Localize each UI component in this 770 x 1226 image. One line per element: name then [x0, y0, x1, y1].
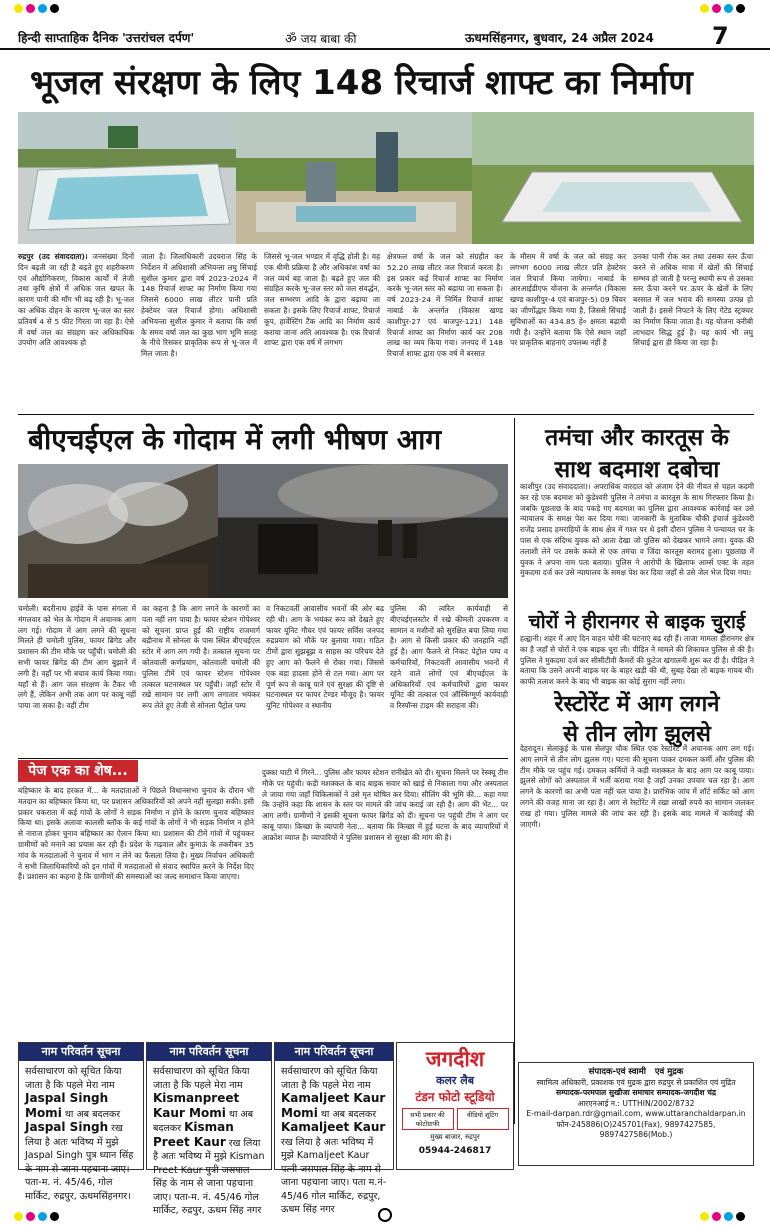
photo-recharge-shaft-2 — [236, 112, 472, 244]
story2-col1: चमोली। बदरीनाथ हाईवे के पास संगला में मंगलवार को भेल के गोदाम में अचानक आग लग गई। गोदाम में आग लगने की सूचना मिलते ही चमोली पुलिस, फायर ब्रिगेड और प्रशासन की टीम मौके पर पहुँची। चमोली की सभी फायर ब्रिगेड की टीम आग बुझाने में लगी हैं। वहाँ पर भी बचाव कार्य किया गया। यहाँ से हैं। आग जल संरक्षण के टैंकर भी लगे हैं, लेकिन अभी तक आग पर काबू नहीं पाया जा सका है। वहीं टीम — [18, 604, 136, 711]
notice-title: नाम परिवर्तन सूचना — [19, 1043, 143, 1061]
registration-target-icon — [378, 1208, 392, 1222]
story3-body2: हल्द्वानी। शहर में आए दिन वाहन चोरी की घटनाएं बढ़ रही हैं। ताजा मामला हीरानगर क्षेत्र का है जहाँ से चोरों ने एक बाइक चुरा ली। पीड़ित ने मामले की शिकायत पुलिस से की है। पुलिस ने मुकदमा दर्ज कर सीसीटीवी कैमरों की फुटेज खंगालनी शुरू कर दी है। पीड़ित ने बताया कि उसने अपनी बाइक घर के बाहर खड़ी की थी, सुबह देखा तो बाइक गायब थी। काफी तलाश करने के बाद भी बाइक का कोई सुराग नहीं लगा। — [520, 634, 754, 687]
divider — [18, 758, 508, 759]
story2-col4: पुलिस की त्वरित कार्यवाही से बीएचईएलस्टोर में रखे कीमती उपकरण व सामान व मशीनों को सुरक्षित बचा लिया गया है। आग से किसी प्रकार की जनहानि नहीं हुई है। आग फैलने से निकट पेट्रोल पम्प व कर्मचारियों, निकटवर्ती आवासीय भवनों में रहने वाले लोगों एवं बीएचईएल के अधिकारियों एवं कर्मचारियों द्वारा फायर यूनिट की तत्काल एवं ऑस्किंग्मूर्ण कार्यवाही व रिस्पॉन्स टाइम की सराहना की। — [390, 604, 508, 711]
continued-left: बहिष्कार के बाद हरकत में... के मतदाताओं ने पिछले विधानसभा चुनाव के दौरान भी मतदान का बहिष्कार किया था, पर प्रशासन अधिकारियों को अपने नहीं सुलझा सकी। इसी प्रकार चकराता में कई गांवों के लोगों ने सड़क निर्माण न होने के कारण चुनाव बहिष्कार किया था। इसके अलावा कालसी ब्लॉक के कई गांवों के लोगों ने भी सड़क निर्माण न होने से नाराज होकर चुनाव बहिष्कार का ऐलान किया था। प्रशासन की टीमें गांवों में पहुंचकर ग्रामीणों को मनाने का प्रयास कर रही हैं। प्रदेश के गढ़वाल और कुमाऊं के तकरीबन 35 गांव के मतदाताओं ने चुनाव में भाग न लेने का फैसला लिया है। मुख्य निर्वाचन अधिकारी ने सभी जिलाधिकारियों को इन गांवों में मतदाताओं से संवाद स्थापित करने के निर्देश दिए हैं। प्रशासन का कहना है कि ग्रामीणों की समस्याओं का जल्द समाधान किया जाएगा। — [18, 786, 254, 882]
name-change-notice-3 — [274, 1042, 394, 1215]
ad-phone: 05944-246817 — [418, 1146, 492, 1156]
color-registration-marks-bottom-right — [700, 1212, 745, 1221]
photo-recharge-shaft-3 — [472, 112, 754, 244]
paper-name: हिन्दी साप्ताहिक दैनिक 'उत्तरांचल दर्पण' — [18, 31, 195, 45]
story1-col1: रुद्रपुर (उद संवाददाता)। जनसंख्या दिनों दिन बढ़ती जा रही है बढ़ते हुए शहरीकरण एवं औद्योगिकरण, विकास कार्यों में तेजी तथा कृषि क्षेत्रों में अधिक जल खपत के कारण पानी की माँग भी बढ़ रही है। भू-जल का अधिक दोहन के कारण भू-जल का स्तर प्रतिवर्ष 4 से 5 फीट गिरता जा रहा है। ऐसे में वर्षा जल का संग्रहण कर अधिकाधिक उपयोग अति आवश्यक हो — [18, 252, 135, 348]
page-masthead — [0, 22, 770, 50]
story1-col3: जिससे भू-जल भण्डार में वृद्धि होती है। यह एक धीमी प्रक्रिया है और अधिकांश वर्षा का जल व्यर्थ बह जाता है। बढ़ते हुए जल की संग्रहित करके भू-जल स्तर को जल संवर्द्धन, जल सम्भरण आदि के द्वारा बढ़ाया जा सकता है। इसके लिए रिचार्ज शाफ्ट, रिचार्ज कूप, हार्वेस्टिंग टैंक आदि का निर्माण कार्य कराया जाना अति आवश्यक है। एक रिचार्ज शाफ्ट द्वारा एक वर्ष में लगभग — [264, 252, 380, 348]
continued-box-header: पेज एक का शेष... — [18, 760, 138, 782]
story1-col6: उनका पानी रोक कर तथा उसका स्तर ऊँचा करने से अधिक मात्रा में खेतों की सिंचाई सम्भव हो जाती है परन्तु स्थायी रूप से उसका स्तर ऊँचा करने पर ऊपर के खेतों के लिए बरसात में जल भराव की समस्या उत्पन्न हो जाती है। इससे निपटने के लिए गेटेड स्ट्रक्चर का निर्माण किया जाता है। यह योजना करीबी लाभदार सिद्ध हुई है। यह कार्य भी लघु सिंचाई द्वारा ही किया जा रहा है। — [633, 252, 753, 348]
story1-col4: क्षेत्रफल वर्षा के जल को संग्रहीत कर 52.20 लाख लीटर जल रिचार्ज करता है। इस प्रकार कई रिचार्ज शाफ्ट का निर्माण करके भू-जल स्तर को बढ़ाया जा सकता है। वर्ष 2023-24 में निर्मित रिचार्ज शाफ्ट नाबार्ड के अन्तर्गत (विकास खण्ड काशीपुर-27 एवं बाजपुर-121) 148 रिचार्ज शाफ्ट का निर्माण कार्य कर 208 लाख का व्यय किया गया। जनपद में 148 रिचार्ज शाफ्ट द्वारा एक वर्ष में बरसात — [387, 252, 503, 359]
print-line-imprint: संपादक-एवं स्वामी एवं मुद्रक स्वामित्व अधिकारी, प्रकाशक एवं मुद्रक द्वारा रुद्रपुर से प्रकाशित एवं मुद्रित सम्पादक-परमपाल सुखीजा समाचार सम्पादक-जगदीश चंद्र आरएनआई न.: UTTHIN/2002/8732 E-mail-darpan.rdr@gmail.com, www.uttaranchaldarpan.in फोन-245886(O)245701(Fax), 9897427585, 9897427586(Mob.) — [518, 1062, 754, 1166]
name-change-notice-1 — [18, 1042, 144, 1202]
story1-col5: के मौसम में वर्षा के जल को संग्रह कर लगभग 6000 लाख लीटर प्रति हेक्टेयर जल रिचार्ज किया जायेगा। नाबार्ड के आरआईडीएफ योजना के अन्तर्गत (विकास खण्ड काशीपुर-4 एवं बाजपुर-5) 09 चियर का जीर्णोद्धार किया गया है, जिससे सिंचाई सुविधाओं का 434.85 हे० क्षमता बढ़ायी गयी है। उन्होंने बताया कि ऐसे स्थान जहाँ पर प्राकृतिक बाहनाएं उपलब्ध नहीं है — [510, 252, 626, 348]
firefighters-illustration — [218, 464, 508, 598]
headline-recharge-shaft: भूजल संरक्षण के लिए 148 रिचार्ज शाफ्ट का निर्माण — [30, 63, 693, 103]
headline-restaurant-fire: रेस्टोरेंट में आग लगने से तीन लोग झुलसे — [554, 692, 720, 747]
story1-col2: जाता है। जिलाधिकारी उदयराज सिंह के निर्देशन में अधिशासी अभियन्ता लघु सिंचाई सुशील कुमार द्वारा वर्ष 2023-2024 में 148 रिचार्ज शाफ्ट का निर्माण किया गया जिससे 6000 लाख लीटर पानी प्रति हेक्टेयर जल रिचार्ज होगा। अधिशासी अभियन्ता सुशील कुमार ने बताया कि वर्षा के समय वर्षा जल का कुछ भाग भूमि सतह के नीचे रिसकर प्राकृतिक रूप से भू-जल में मिल जाता है। — [141, 252, 257, 359]
smoke-illustration — [18, 464, 218, 598]
photo-recharge-shaft-1 — [18, 112, 236, 244]
headline-bhel-fire: बीएचईएल के गोदाम में लगी भीषण आग — [28, 423, 442, 456]
tank-illustration — [472, 112, 754, 244]
column-divider — [514, 418, 515, 1124]
name-change-notice-2 — [146, 1042, 272, 1216]
ad-brand: जगदीश — [425, 1047, 485, 1071]
story2-col3: व निकटवर्ती आवासीय भवनों की ओर बढ़ रही थी। आग के भयंकर रूप को देखते हुए फायर यूनिट गौचर एवं फायर सर्विस जनपद रुद्रप्रयाग को मौके पर बुलाया गया। गठित टीमों द्वारा सुझबूझ व साहस का परिचय देते हुए आग को फैलने से रोका गया। जिससे एक बड़ा हादसा होने से टल गया। आग पर पूर्ण रूप से काबू पाने एवं सुरक्षा की दृष्टि से घटनास्थल पर फायर टेण्डर मौजूद है। फायर यूनिट गोपेश्वर व स्थानीय — [266, 604, 384, 711]
notice-title: नाम परिवर्तन सूचना — [147, 1043, 271, 1061]
headline-bike-theft: चोरों ने हीरानगर से बाइक चुराई — [528, 611, 746, 633]
notice-body: सर्वसाधारण को सूचित किया जाता है कि पहले मेरा नाम Kamaljeet Kaur Momi था अब बदलकर Kamaljeet Kaur रख लिया है अतः भविष्य में मुझे Kamaljeet Kaur पत्नी जसपाल सिंह के नाम से जाना पहचाना जाए। पता म.नं- 45/46 गोल मार्किट, रुद्रपुर, ऊधम सिंह नगर — [281, 1066, 387, 1215]
notice-body: सर्वसाधारण को सूचित किया जाता है कि पहले मेरा नाम Kismanpreet Kaur Momi था अब बदलकर Kisman Preet Kaur रख लिया है अतः भविष्य में मुझे Kisman Preet Kaur पुत्री जसपाल सिंह के नाम से जाना पहचाना जाए। पता-म. नं. 45/46 गोल मार्किट, रुद्रपुर, ऊधम सिंह नगर — [153, 1066, 265, 1216]
color-registration-marks-right — [700, 4, 745, 13]
ad-address: मुख्य बाजार, रुद्रपुर — [430, 1133, 480, 1141]
story3-body3: देहरादून। सेलाकुई के पास सेलपुर चौक स्थित एक रेस्टोरेंट में अचानक आग लग गई। आग लगने से तीन लोग झुलस गए। घटना की सूचना पाकर दमकल कर्मी और पुलिस की टीम मौके पर पहुंच गई। दमकल कर्मियों ने कड़ी मशक्कत के बाद आग पर काबू पाया। झुलसे लोगों को अस्पताल में भर्ती कराया गया है जहाँ उनका उपचार चल रहा है। आग लगने के कारणों का अभी पता नहीं चल पाया है। प्रारंभिक जांच में शॉर्ट सर्किट को आग लगने की वजह माना जा रहा है। आग से रेस्टोरेंट में रखा लाखों रुपये का सामान जलकर राख हो गया। पुलिस मामले की जांच कर रही है। इसके बाद मामले में कार्रवाई की जाएगी। — [520, 744, 754, 829]
ad-line2: टंडन फोटो स्टूडियो — [415, 1090, 495, 1104]
photo-fire-2 — [218, 464, 508, 598]
notice-title: नाम परिवर्तन सूचना — [275, 1043, 393, 1061]
sluice-gate-illustration — [236, 112, 472, 244]
page-number: 7 — [712, 22, 729, 50]
color-registration-marks-bottom-left — [14, 1212, 59, 1221]
color-registration-marks-left — [14, 4, 59, 13]
masthead-slogan: ॐ जय बाबा की — [285, 32, 357, 47]
continued-right: दुक्का घाटी में गिरने... पुलिस और फायर स्टेशन रानीखेत को दी। सूचना मिलने पर रेस्क्यू टीम मौके पर पहुंची। कड़ी मशक्कत के बाद बाइक सवार को खाई से निकाला गया और अस्पताल ले जाया गया जहाँ चिकित्सकों ने उसे मृत घोषित कर दिया। सीलिंग की भूमि की... कहा गया कि उन्होंने कहा कि शासन के स्तर पर मामले की जांच कराई जा रही है। आग की भेंट... पर आग लगी। ग्रामीणों ने इसकी सूचना फायर ब्रिगेड को दी। सूचना पर पहुंची टीम ने आग पर काबू पाया। किच्छा के व्यापारी नेता... बताया कि किच्छा में हुई घटना के बाद व्यापारियों में आक्रोश व्याप्त है। व्यापारियों ने पुलिस प्रशासन से सुरक्षा की मांग की है। — [262, 768, 508, 842]
dateline: ऊधमसिंहनगर, बुधवार, 24 अप्रैल 2024 — [465, 31, 654, 45]
advertisement-photo-studio — [396, 1042, 514, 1170]
headline-pistol-arrest: तमंचा और कारतूस के साथ बदमाश दबोचा — [545, 425, 729, 483]
om-icon: ॐ — [285, 32, 297, 47]
story3-body: काशीपुर (उद संवाददाता)। अपराधिक वारदात को अंजाम देने की नीयत से चहल कदमी कर रहे एक बदमाश को कुंडेश्वरी पुलिस ने तमंचा व कारतूस के साथ गिरफ्तार किया है। जबकि पूछताछ के बाद पकड़े गए बदमाश का पुलिस द्वारा आवश्यक कार्रवाई कर उसे न्यायालय के समक्ष पेश कर दिया गया। जानकारी के मुताबिक चौकी इंचार्ज कुंडेश्वरी राजेंद्र प्रसाद हमराहियों के साथ क्षेत्र में गश्त पर थे इसी दौरान पुलिस ने पन्चायत घर के पास से एक संदिग्ध युवक को आता देखा जो पुलिस को देखकर भागने लगा। युवक की तलाशी लेने पर उसके कब्जे से एक तमंचा व जिंदा कारतूस बरामद हुआ। पूछताछ में युवक ने अपना नाम पता बताया। पुलिस ने आरोपी के खिलाफ आर्म्स एक्ट के तहत मुकदमा दर्ज कर उसे न्यायालय के समक्ष पेश कर दिया जहाँ से उसे जेल भेज दिया गया। — [520, 482, 754, 578]
ad-tag-2: वीडियो शूटिंग — [457, 1108, 509, 1130]
recharge-shaft-illustration — [18, 112, 236, 244]
divider — [18, 414, 754, 415]
photo-fire-1 — [18, 464, 218, 598]
ad-tag-1: सभी प्रकार की फोटोग्राफी — [402, 1108, 454, 1130]
ad-line1: कलर लैब — [436, 1074, 474, 1087]
notice-body: सर्वसाधारण को सूचित किया जाता है कि पहले मेरा नाम Jaspal Singh Momi था अब बदलकर Jaspal Singh रख लिया है अतः भविष्य में मुझे Jaspal Singh पुत्र ध्यान सिंह के नाम से जाना पहचाना जाए। पता-म. नं. 45/46, गोल मार्किट, रुद्रपुर, ऊधमसिंहनगर। — [25, 1066, 134, 1202]
story2-col2: का कहना है कि आग लगने के कारणों का पता नहीं लग पाया है। फायर स्टेशन गोपेश्वर को सूचना प्राप्त हुई की राष्ट्रीय राजमार्ग बद्रीनाथ में सोनला के पास स्थित बीएचईएल स्टोर में आग लग गयी है। तत्काल सूचना पर कोतवाली कर्णप्रयाग, कोतवाली चमोली की पुलिस टीमें एवं फायर स्टेशन गोपेश्वर तत्काल घटनास्थल पर पहुँची। जहाँ स्टोर में रखे सामान पर लगी आग लगातार भयंकर रूप लेते हुए तेजी से सोनला पैट्रोल पम्प — [142, 604, 260, 711]
